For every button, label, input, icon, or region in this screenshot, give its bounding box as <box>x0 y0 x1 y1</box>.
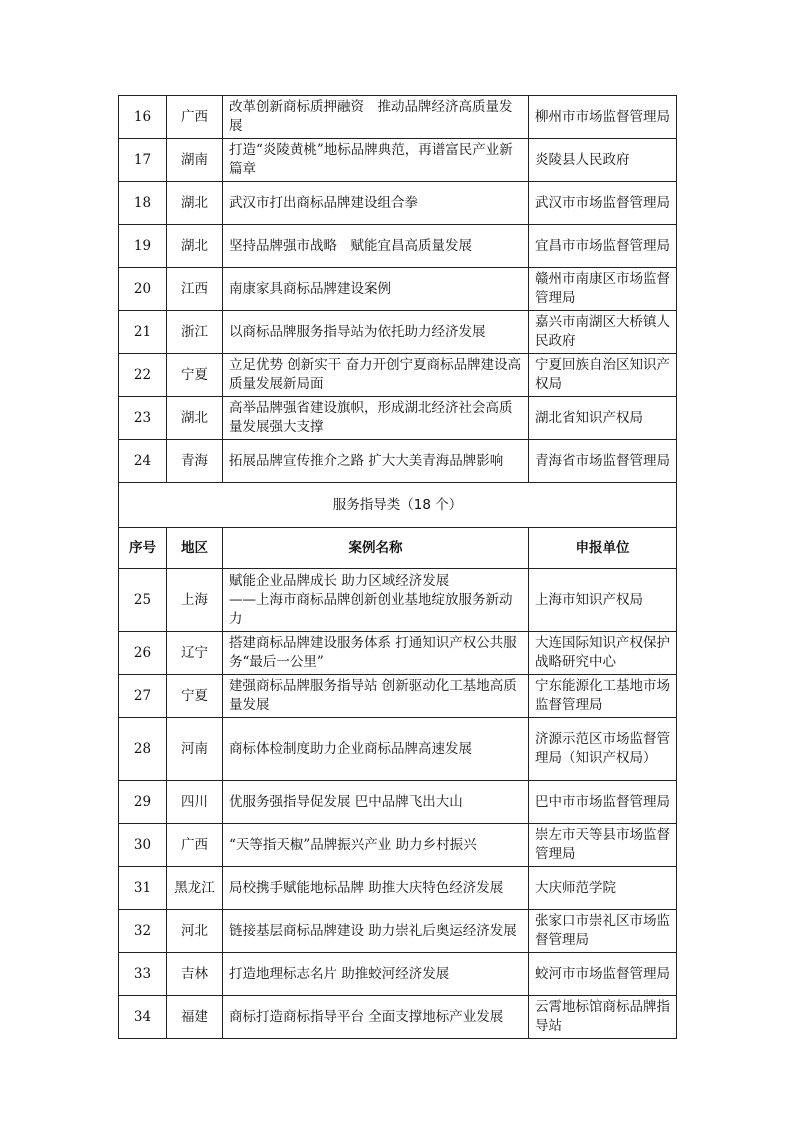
table-row <box>119 781 677 824</box>
table-body-top <box>119 96 677 483</box>
table-row <box>119 632 677 675</box>
table-row <box>119 996 677 1039</box>
row-region: 湖南 <box>167 139 223 182</box>
row-unit: 武汉市市场监督管理局 <box>529 182 677 225</box>
row-unit: 张家口市崇礼区市场监督管理局 <box>529 910 677 953</box>
row-number: 18 <box>119 182 167 225</box>
row-unit: 济源示范区市场监督管理局（知识产权局） <box>529 718 677 781</box>
table-row <box>119 225 677 268</box>
row-number: 33 <box>119 953 167 996</box>
row-number: 22 <box>119 354 167 397</box>
row-case-name: 打造“炎陵黄桃”地标品牌典范，再谱富民产业新篇章 <box>223 139 529 182</box>
row-case-name: 商标体检制度助力企业商标品牌高速发展 <box>223 718 529 781</box>
row-number: 21 <box>119 311 167 354</box>
row-number: 27 <box>119 675 167 718</box>
row-region: 河北 <box>167 910 223 953</box>
row-case-name: 建强商标品牌服务指导站 创新驱动化工基地高质量发展 <box>223 675 529 718</box>
row-case-name: 赋能企业品牌成长 助力区域经济发展 ——上海市商标品牌创新创业基地绽放服务新动力 <box>223 569 529 632</box>
row-region: 上海 <box>167 569 223 632</box>
row-case-name: 立足优势 创新实干 奋力开创宁夏商标品牌建设高质量发展新局面 <box>223 354 529 397</box>
row-unit: 赣州市南康区市场监督管理局 <box>529 268 677 311</box>
section-title: 服务指导类（18 个） <box>119 483 677 528</box>
table-row <box>119 867 677 910</box>
table-row <box>119 718 677 781</box>
table-row <box>119 182 677 225</box>
row-unit: 大庆师范学院 <box>529 867 677 910</box>
row-region: 青海 <box>167 440 223 483</box>
row-unit: 青海省市场监督管理局 <box>529 440 677 483</box>
row-unit: 宁东能源化工基地市场监督管理局 <box>529 675 677 718</box>
row-unit: 宜昌市市场监督管理局 <box>529 225 677 268</box>
row-unit: 蛟河市市场监督管理局 <box>529 953 677 996</box>
row-case-name: “天等指天椒”品牌振兴产业 助力乡村振兴 <box>223 824 529 867</box>
row-case-name: 优服务强指导促发展 巴中品牌飞出大山 <box>223 781 529 824</box>
row-region: 福建 <box>167 996 223 1039</box>
row-number: 17 <box>119 139 167 182</box>
table-row <box>119 268 677 311</box>
table-row <box>119 910 677 953</box>
section-row <box>119 483 677 528</box>
row-number: 30 <box>119 824 167 867</box>
row-unit: 宁夏回族自治区知识产权局 <box>529 354 677 397</box>
row-case-name: 拓展品牌宣传推介之路 扩大大美青海品牌影响 <box>223 440 529 483</box>
row-case-name: 搭建商标品牌建设服务体系 打通知识产权公共服务“最后一公里” <box>223 632 529 675</box>
row-region: 广西 <box>167 824 223 867</box>
row-region: 宁夏 <box>167 675 223 718</box>
row-region: 湖北 <box>167 397 223 440</box>
table-row <box>119 569 677 632</box>
row-number: 24 <box>119 440 167 483</box>
row-region: 湖北 <box>167 225 223 268</box>
row-number: 25 <box>119 569 167 632</box>
row-case-name: 链接基层商标品牌建设 助力崇礼后奥运经济发展 <box>223 910 529 953</box>
row-region: 宁夏 <box>167 354 223 397</box>
header-unit: 申报单位 <box>529 528 677 569</box>
table-row <box>119 139 677 182</box>
row-region: 广西 <box>167 96 223 139</box>
header-no: 序号 <box>119 528 167 569</box>
row-case-name: 改革创新商标质押融资 推动品牌经济高质量发展 <box>223 96 529 139</box>
row-number: 16 <box>119 96 167 139</box>
row-case-name: 以商标品牌服务指导站为依托助力经济发展 <box>223 311 529 354</box>
table-row <box>119 311 677 354</box>
table-row <box>119 397 677 440</box>
row-unit: 炎陵县人民政府 <box>529 139 677 182</box>
table-row <box>119 824 677 867</box>
row-number: 26 <box>119 632 167 675</box>
table-body-bottom <box>119 569 677 1039</box>
row-number: 23 <box>119 397 167 440</box>
row-unit: 崇左市天等县市场监督管理局 <box>529 824 677 867</box>
row-unit: 大连国际知识产权保护战略研究中心 <box>529 632 677 675</box>
row-unit: 柳州市市场监督管理局 <box>529 96 677 139</box>
row-number: 31 <box>119 867 167 910</box>
row-number: 20 <box>119 268 167 311</box>
row-case-name: 局校携手赋能地标品牌 助推大庆特色经济发展 <box>223 867 529 910</box>
table-row <box>119 354 677 397</box>
row-case-name: 高举品牌强省建设旗帜，形成湖北经济社会高质量发展强大支撑 <box>223 397 529 440</box>
row-region: 四川 <box>167 781 223 824</box>
row-unit: 湖北省知识产权局 <box>529 397 677 440</box>
row-region: 河南 <box>167 718 223 781</box>
row-unit: 巴中市市场监督管理局 <box>529 781 677 824</box>
header-region: 地区 <box>167 528 223 569</box>
row-region: 浙江 <box>167 311 223 354</box>
row-unit: 云霄地标馆商标品牌指导站 <box>529 996 677 1039</box>
table-row <box>119 675 677 718</box>
cases-table <box>118 95 677 1039</box>
row-unit: 上海市知识产权局 <box>529 569 677 632</box>
row-number: 28 <box>119 718 167 781</box>
row-number: 29 <box>119 781 167 824</box>
row-region: 湖北 <box>167 182 223 225</box>
row-region: 江西 <box>167 268 223 311</box>
table-row <box>119 440 677 483</box>
row-unit: 嘉兴市南湖区大桥镇人民政府 <box>529 311 677 354</box>
row-region: 黑龙江 <box>167 867 223 910</box>
row-region: 辽宁 <box>167 632 223 675</box>
row-case-name: 武汉市打出商标品牌建设组合拳 <box>223 182 529 225</box>
row-region: 吉林 <box>167 953 223 996</box>
header-name: 案例名称 <box>223 528 529 569</box>
row-number: 32 <box>119 910 167 953</box>
header-row <box>119 528 677 569</box>
row-case-name: 坚持品牌强市战略 赋能宜昌高质量发展 <box>223 225 529 268</box>
row-number: 34 <box>119 996 167 1039</box>
row-case-name: 南康家具商标品牌建设案例 <box>223 268 529 311</box>
row-case-name: 商标打造商标指导平台 全面支撑地标产业发展 <box>223 996 529 1039</box>
row-case-name: 打造地理标志名片 助推蛟河经济发展 <box>223 953 529 996</box>
row-number: 19 <box>119 225 167 268</box>
table-row <box>119 953 677 996</box>
table-row <box>119 96 677 139</box>
